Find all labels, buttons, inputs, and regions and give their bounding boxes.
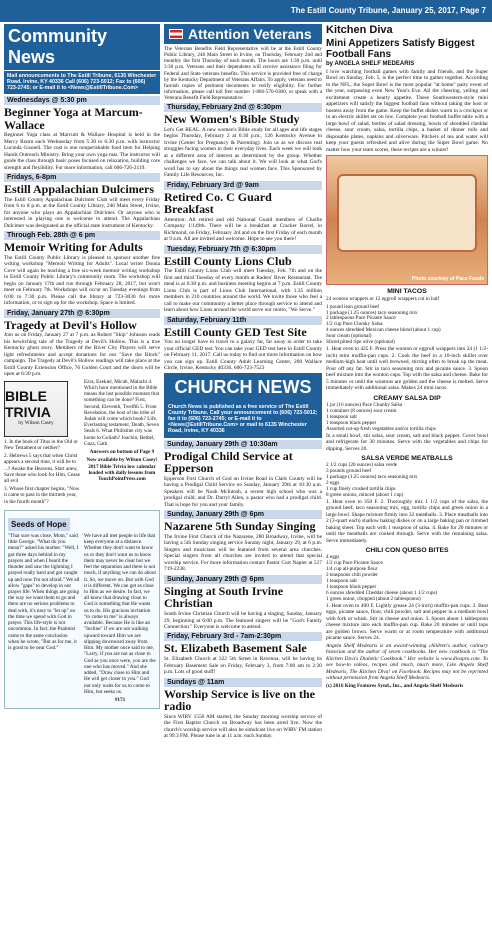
event-title: Estill Appalachian Dulcimers bbox=[4, 182, 155, 197]
seeds-of-hope bbox=[4, 510, 160, 709]
event-text: Since WIRV 1550 AM started, the Sunday morning worship service of the First Baptist Church on Broadway has been aired live. Now the church's worship service will also be simulcast live on WIRV FM station at 99.3 FM. Please tune in at 11 a.m. each Sunday. bbox=[164, 713, 322, 740]
trivia-logo-text: BIBLE TRIVIA bbox=[5, 388, 51, 421]
trivia-answers-location: Answers on bottom of Page 9 bbox=[89, 449, 155, 456]
trivia-question-3: 3. Whose first chapter begins, "Now it came to pass in the thirtieth year, in the fourth month"? bbox=[4, 486, 80, 505]
community-news-title: Community News bbox=[4, 24, 160, 70]
recipe-creamy-salsa-dip bbox=[326, 395, 488, 452]
event-tag: Fridays, 6-8pm bbox=[4, 173, 160, 182]
event-text: Let's Get REAL. A new women's Bible study for all ages and life stages begins Thursday, February 2 at 6:30 p.m., 126 Kentucky Avenue in Irvine (Center for Pregnancy & Parenting). Join us as we discuss real struggles facing women in their everyday lives. Each week we will look at a different area of interest as determined by the group. Whether challenges we face, we can talk about it. We will look at what God's word has to say about the things real women face. This Sponsored by Family Life Resources, Inc. bbox=[164, 126, 322, 179]
ingredient: 1/2 cup Pace Chunky Salsa bbox=[326, 321, 383, 328]
recipe-chili-con-queso-bites bbox=[326, 547, 488, 642]
trivia-byline: by Wilson Casey bbox=[18, 420, 54, 427]
ingredient: 2 1/2 cups (20 ounces) salsa verde bbox=[326, 462, 398, 468]
event-title: Memoir Writing for Adults bbox=[4, 240, 143, 255]
kitchen-diva-headline: Mini Appetizers Satisfy Biggest Football Fans bbox=[326, 38, 475, 60]
trivia-question-2: 2. Hebrews 5 says that when Christ appears a second time, it will be to ...? Awake the Heavens, Start anew, Save those who look for Him, Cease all evil bbox=[4, 453, 80, 484]
recipe-steps: In a small bowl, stir salsa, sour cream, salt and black pepper. Cover bowl and refrigerate for 30 minutes. Serve with the vegetables and chips for dipping. Serves 20. bbox=[326, 432, 488, 452]
ingredient: 1 cup finely crushed tortilla chips bbox=[326, 485, 396, 492]
seeds-number: #171 bbox=[114, 697, 126, 703]
event-tag: Thursday, February 2nd @ 6:30pm bbox=[164, 103, 322, 112]
ingredient: Sour cream (optional) bbox=[326, 333, 372, 340]
ingredient: 4 eggs bbox=[326, 554, 340, 561]
event-text: Join us on Friday, January 27 at 7 p.m. as Robert "Skip" Johnson reads his bewitching tale of the Tragedy at Devil's Hollow. This is a true Kentucky ghost story. Members of the River City Players will serve light refreshments and accept donations for our "Save the Block" campaign. The Tragedy at Devil's Hollow readings will take place at the Estill County Extension Office, 76 Golden Court and the doors will be open at 6:30 p.m. bbox=[4, 332, 160, 378]
event-text: The Estill County Appalachian Dulcimer Club will meet every Friday from 6 to 8 p.m. at the Estill County Library, 246 Main Street, Irvine, for anyone who plays an Appalachian Dulcimer. Or anyone who is interested in playing one is welcome to attend. The Appalachian Dulcimer was designated as the official state instrument of Kentucky. bbox=[4, 196, 160, 229]
community-news-address: Mail announcements to The Estill Tribune, 6135 Winchester Road, Irvine, KY 40336 Call (606) 723-5012; Fax to (606) 723-2745; or E-mail it to <News@EstillTribune.Com> bbox=[4, 71, 160, 94]
column-community-news bbox=[4, 24, 160, 928]
recipe-yield: 24 wonton wrappers or 12 eggroll wrappers cut in half bbox=[326, 296, 440, 303]
ingredient: 1 package (1.25 ounces) taco seasoning mix bbox=[326, 473, 418, 480]
recipe-salsa-verde-meatballs bbox=[326, 455, 488, 544]
recipe-photo bbox=[326, 155, 488, 285]
ingredient: 1 teaspoon salt bbox=[326, 413, 357, 420]
church-news-subtitle: Church News is published as a free service of The Estill County Tribune. Call your announcement to (606) 723-5012; fax it to (606) 723-2745; or E-mail it to <News@EstillTribune.Com> or mail to 6135 Winchester Road, Irvine, KY 40336 bbox=[164, 402, 322, 438]
bible-trivia-logo bbox=[4, 381, 68, 437]
column-events bbox=[164, 24, 322, 928]
trivia-promo: Now available by Wilson Casey! 2017 Bible Trivia low calendar loaded with daily lessons from TouchPointPress.com bbox=[86, 457, 158, 483]
ingredient: 1 teaspoon black pepper bbox=[326, 419, 377, 426]
event-text: The Estill County Public Library is pleased to sponsor another free writing workshop "Memoir Writing for Adults". Local writer Donna Cove will again be teaching a free six-week memoir writing workshop in Estill County Public Library's community room. The workshop will begin on January 17th and run through February 28, 2017, but won't meet on February 7th. Workshops will occur on Tuesday evenings from 6:00 to 7:30 p.m. Please call the library at 723-3030 for more information, or to sign up for the workshop. Space is limited. bbox=[4, 254, 160, 307]
column-kitchen-diva bbox=[326, 24, 488, 928]
event-text: Attention: All retired and old National Guard members of Charlie Company 1/149th. There will be a breakfast at Cracker Barrel, in Richmond, on Friday, February 3rd and on the first Friday of each month at 9 a.m. All are invited and welcome. Hope to see you there! bbox=[164, 216, 322, 243]
recipe-title: CREAMY SALSA DIP bbox=[373, 394, 441, 402]
ingredient: 2 eggs bbox=[326, 479, 340, 486]
ingredient: 4 ounces shredded Mexican cheese blend (about 1 cup) bbox=[326, 327, 441, 334]
attention-veterans-title: Attention Veterans bbox=[188, 26, 312, 42]
recipe-title: CHILI CON QUESO BITES bbox=[365, 547, 449, 555]
event-title: Tragedy at Devil's Hollow bbox=[4, 317, 137, 332]
recipe-steps: 1. Heat oven to 350 F. 2. Thoroughly mix 1 1/2 cups of the salsa, the ground beef, taco seasoning mix, egg, tortilla chips and green onion in a large bowl. Shape mixture firmly into 32 meatballs. 3. Place meatballs into 2 (3-quart each) shallow baking dishes or on a large baking pan or rimmed baking sheet. Top each with 1 teaspoon of salsa. 4. Bake for 20 minutes or until the meatballs are cooked through. Serve with the remaining salsa. Serve immediately. bbox=[326, 498, 488, 544]
event-tag: Through Feb. 28th @ 6 pm bbox=[4, 231, 160, 240]
kitchen-diva-title: Kitchen Diva bbox=[326, 24, 488, 36]
seeds-of-hope-title: Seeds of Hope bbox=[8, 518, 70, 531]
event-text: St. Elizabeth Church at 322 5th Street in Ravenna, will be having its February Basement Sale on Friday, February 3, from 7:00 am to 2:30 p.m. Lots of good stuff! bbox=[164, 656, 322, 676]
event-tag: Saturday, February 11th bbox=[164, 316, 322, 325]
ingredient: 2 tablespoons Pace Picante Sauce bbox=[326, 315, 396, 322]
event-tag: Sunday, January 29th @ 6pm bbox=[164, 510, 322, 519]
ingredient: 8 green onions, minced (about 1 cup) bbox=[326, 491, 404, 498]
ingredient: 6 ounces shredded Cheddar cheese (about 1 1/2 cups) bbox=[326, 590, 438, 597]
event-text: The Estill County Lions Club will meet Tuesday, Feb. 7th and on the first and third Tuesday of every month at Raders' River Restaurant. The meal is at 6:30 p.m. and business meeting begins at 7 p.m. Estill County Lions Club is part of Lions Club International, with 1.35 million members in 210 countries around the world. We invite those who feel a call to make our community a better place through service to attend and learn about how Lions around the world serve our motto, "We Serve." bbox=[164, 268, 322, 314]
seeds-text-right: We have all met people in life that keep everyone at a distance. Whether they don't want to know us or they don't want us to know them may never be clear but we feel the separation and there is not much, if anything we can do about it. So, we move on. But with God it is different. We can get as close to Him as we desire. In fact, we all know that drawing close to God is something that He wants us to do. His gracious invitation "to come to me" is always available. Because He is like an "Incline" if we are not walking upward toward Him we are slipping downward away from Him. My mother once said to me, "Larry, if you are not as close to God as you once were, you are the one who has moved." And she added, "Draw close to Him and He will get closer to you." God not only waits for us to come to Him, but seeks us. bbox=[84, 532, 156, 695]
kitchen-diva-byline: by ANGELA SHELF MEDEARIS bbox=[326, 61, 415, 67]
ingredient: 1/4 cup all-purpose flour bbox=[326, 566, 378, 573]
event-text: You no longer have to travel to a galaxy far, far away in order to take your official GED test. You can take your GED test here in Estill County on February 11, 2017. Call us today to find out more information on how you can sign up. Estill County Adult Learning Center, 200 Wallace Circle, Irvine, Kentucky 40336, 606-723-7523 bbox=[164, 339, 322, 372]
page-header bbox=[0, 0, 492, 22]
seeds-text-left: "That sure was close, Mom," said little George. "What do you mean?" asked his mother. "Well, I got three days behind in my prayers and when I heard the thunder and saw the lightning I prayed really hard and got caught up and now I'm not afraid." We all allow "gaps" to develop in our prayer life. When things are going the way we want them to go and there are no serious problems to deal with, it's easy to "let up" on the time we spend with God in prayer. This life-style is not uncommon. In fact, the Psalmist came to the same conclusion when he wrote, "But as for me, it is good to be near God." bbox=[8, 532, 80, 652]
recipe-steps: 1. Heat oven to 400 F. Lightly grease 24 (3-inch) muffin-pan cups. 2. Beat eggs, picante sauce, flour, chili powder, salt and pepper in a medium bowl with fork or whisk. Stir in cheese and onion. 3. Spoon about 1 tablespoon cheese mixture into each muffin-pan cup. Bake 20 minutes or until tops are golden brown. Serve warm or at room temperature with additional picante sauce. Serves 24. bbox=[326, 602, 488, 642]
attention-veterans-header bbox=[164, 24, 322, 44]
recipe-mini-tacos bbox=[326, 288, 488, 391]
ingredient: Sliced pitted ripe olive (optional) bbox=[326, 339, 395, 346]
kitchen-diva-intro: I love watching football games with family and friends, and the Super Bowl on Sunday, Feb. 5, is the perfect time to gather together. According to the NFL, the Super Bowl is the most popular "at home" party event of the year, surpassing even New Year's Eve. All the cheering, yelling and excitement create a hearty appetite. These Southwestern-style mini appetizers will satisfy the biggest football fans without taking the host or hostess away from the game. Keep the buffet dishes warm in a crockpot or in an electric skillet set on low. Complete your football buffet table with a large bowl of salad, bottles of salad dressing, bowls of shredded cheddar cheese, sour cream, salsa, tortilla chips, a basket of dinner rolls and disposable plates, napkins and silverware. Pitchers of tea and water will keep your guests refreshed and alive during the Super Bowl game. No matter how your team scores, these recipes are a winner! bbox=[326, 69, 488, 153]
event-tag: Sunday, January 29th @ 6pm bbox=[164, 575, 322, 584]
event-tag: Friday, February 3rd - 7am-2:30pm bbox=[164, 632, 322, 641]
event-text: South Irvine Christian Church will be having a singing, Sunday, January 29, beginning at 6:00 p.m. The featured singers will be "God's Family Connection." Everyone is welcome to attend. bbox=[164, 611, 322, 630]
author-bio: Angela Shelf Medearis is an award-winning children's author, culinary historian and the author of seven cookbooks. Her new cookbook is "The Kitchen Diva's Diabetic Cookbook." Her website is www.divapro.com. To see how-to videos, recipes and much, much more, Like Angela Shelf Medearis, The Kitchen Diva! on Facebook. Recipes may not be reprinted without permission from Angela Shelf Medearis. bbox=[326, 642, 488, 682]
ingredient: 1 green onion, chopped (about 2 tablespoons) bbox=[326, 595, 421, 602]
event-tag: Friday, February 3rd @ 9am bbox=[164, 181, 322, 190]
event-text: Epperson First Church of God on Irvine Road in Clark County will be having a Prodigal Child Service on Sunday, January 29th at 10:30 a.m. Speakers will be Noah Mclntosh, a recent high school who was a prodigal child, and Dr. Darryl Allen, a pastor who had a prodigal child. That is hope for you and your family. bbox=[164, 475, 322, 508]
event-title: Estill County GED Test Site bbox=[164, 324, 307, 339]
event-title: Estill County Lions Club bbox=[164, 253, 292, 268]
bible-trivia bbox=[4, 379, 160, 507]
page-header-title: The Estill County Tribune, January 25, 2017, Page 7 bbox=[290, 6, 486, 15]
ingredient: 1 teaspoon black pepper bbox=[326, 584, 377, 591]
event-title: Retired Co. C Guard Breakfast bbox=[164, 189, 272, 217]
event-title: Worship Service is live on the radio bbox=[164, 686, 315, 714]
event-tag: Friday, January 27th @ 6:30pm bbox=[4, 309, 160, 318]
photo-caption: Photo courtesy of Pace Foods bbox=[412, 276, 484, 283]
ingredient: 1 teaspoon salt bbox=[326, 578, 357, 585]
recipe-title: MINI TACOS bbox=[387, 288, 427, 296]
ingredient: 2 teaspoons chili powder bbox=[326, 572, 378, 579]
ingredient: Assorted cut-up fresh vegetables and/or tortilla chips bbox=[326, 425, 436, 432]
event-title: Singing at South Irvine Christian bbox=[164, 583, 284, 611]
ingredient: 3 pounds ground beef bbox=[326, 467, 372, 474]
trivia-answers-column: Ezra, Ezekiel, Micah, Malachi 4. Which hour mentioned in the Bible means the last possible moment that something can be done? First, Second, Eleventh, Twelfth 5. From Revelation, the host of the tribe of Judah will come which book? Life, Everlasting testament, Death, Seven Seals 6. What Philistine city was home to Goliath? Joachin, Bethel, Gaza, Gath bbox=[84, 378, 160, 447]
event-title: New Women's Bible Study bbox=[164, 112, 300, 127]
event-title: Nazarene 5th Sunday Singing bbox=[164, 519, 316, 534]
event-tag: Sundays @ 11am bbox=[164, 678, 322, 687]
copyright: (c) 2016 King Features Synd., Inc., and Angela Shelf Medearis bbox=[326, 682, 464, 689]
event-text: Beginner Yoga class at Marcum & Wallace Hospital is held in the Mercy Room each Wednesday from 5:30 to 6:30 p.m. with instructor Lucinda Gosnell. The cost is one nonperishable food item for Helping Hands Outreach Ministry. Bring your own yoga mat. The instructor will guide the class through basic poses focused on relaxation, building core strength and flexibility. For more information, call 606-726-2119. bbox=[4, 132, 160, 171]
ingredient: 1 jar (16 ounces) Pace Chunky Salsa bbox=[326, 401, 403, 408]
flag-icon bbox=[169, 29, 183, 39]
event-tag: Wednesdays @ 5:30 pm bbox=[4, 96, 160, 105]
event-tag: Tuesday, February 7th @ 6:30pm bbox=[164, 245, 322, 254]
event-title: Prodigal Child Service at Epperson bbox=[164, 448, 293, 476]
event-title: Beginner Yoga at Marcum-Wallace bbox=[4, 105, 143, 132]
ingredient: 1 pound lean ground beef bbox=[326, 303, 380, 310]
ingredient: 1 package (1.25 ounces) taco seasoning mix bbox=[326, 309, 418, 316]
ingredient: 1 container (8 ounces) sour cream bbox=[326, 407, 397, 414]
veterans-text: The Veterans Benefits Field Representative will be at the Estill County Public Library, 246 Main Street in Irvine, on Thursday, February 2nd and monthly the first Thursday of each month. The hours are 1:30 p.m. until 3:30 p.m. Veterans and their dependents will receive assistance filing for Federal and State veterans benefits. This service is provided free of charge by the Kentucky Department of Veterans Affairs. To apply, veterans need to furnish copies of pertinent documents to verify eligibility. For further information, please call toll free number 1-866-570-0300, or speak with a Veterans Benefit Field Representative. bbox=[164, 46, 322, 101]
recipe-steps: 1. Heat oven to 425 F. Press the wonton or eggroll wrappers into 24 (1 1/2-inch) mini muffin-pan cups. 2. Cook the beef in a 10-inch skillet over medium-high heat until well browned, stirring often to break up the meat. Pour off any fat. Stir in taco seasoning mix and picante sauce. 3. Spoon beef mixture into the wonton cups. Top with the salsa and cheese. Bake for 5 minutes or until the wontons are golden and the cheese is melted. Serve immediately with additional salsa. Makes 24 mini tacos. bbox=[326, 346, 488, 392]
trivia-question-1: 1. In the book of Titus in the Old or New Testament or neither? bbox=[4, 438, 78, 451]
event-tag: Sunday, January 29th @ 10:30am bbox=[164, 440, 322, 449]
ingredient: 1/2 cup Pace Picante Sauce bbox=[326, 560, 383, 567]
event-title: St. Elizabeth Basement Sale bbox=[164, 641, 307, 656]
event-text: The Irvine First Church of the Nazarene, 280 Broadway, Irvine, will be having a 5th Sunday singing service Sunday night, January 29, at 6 p.m. Singers and musicians will be featured from several area churches. Special singers from all churches are invited to attend that special worship service. For more information contact Pastor Curt Napier at 517 719-2238. bbox=[164, 533, 322, 573]
appetizer-plate-image bbox=[337, 174, 477, 252]
church-news-title: CHURCH NEWS bbox=[164, 373, 322, 402]
recipe-title: SALSA VERDE MEATBALLS bbox=[361, 455, 453, 462]
